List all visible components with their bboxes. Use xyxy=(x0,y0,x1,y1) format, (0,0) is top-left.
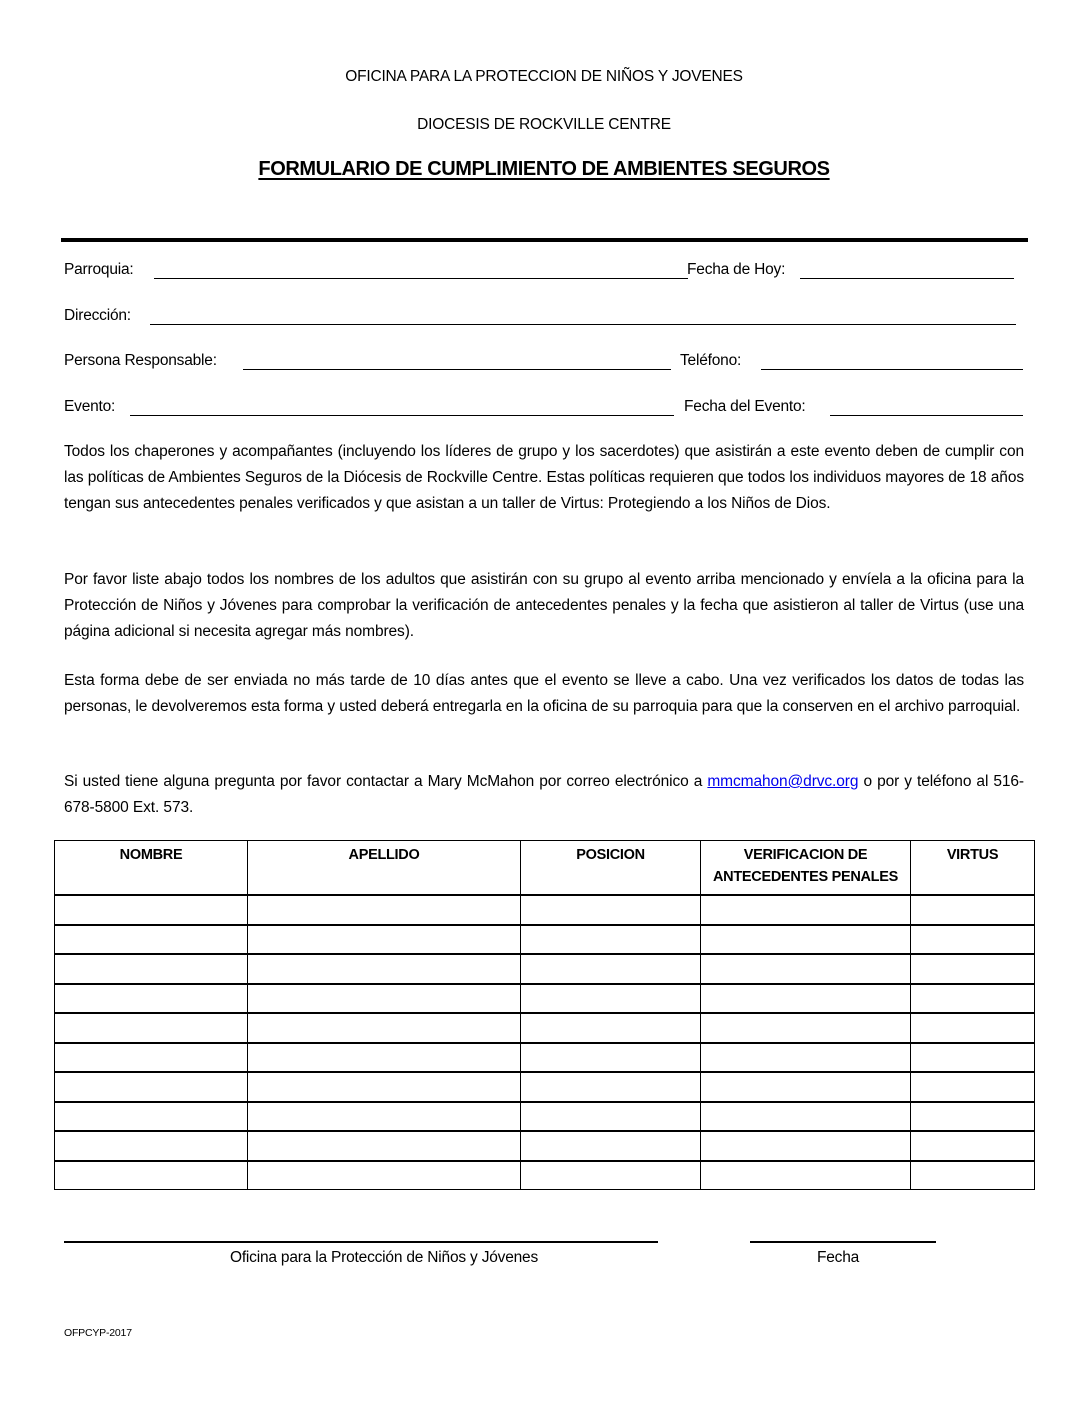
policy-paragraph: Todos los chaperones y acompañantes (incluyendo los líderes de grupo y los sacerdotes) que asistirán a este evento deben de cumplir con las políticas de Ambientes Seguros de la Diócesis de Rockville Centre. Estas políticas requieren que todos los individuos mayores de 18 años tengan sus antecedentes penales verificados y que asistan a un taller de Virtus: Protegiendo a los Niños de Dios. xyxy=(64,443,1024,512)
persona-responsable-field[interactable] xyxy=(243,369,671,370)
cell-verificacion[interactable] xyxy=(701,954,911,984)
cell-virtus[interactable] xyxy=(911,1072,1035,1102)
contact-text: Si usted tiene alguna pregunta por favor contactar a Mary McMahon por correo electrónico a xyxy=(64,773,708,790)
table-row xyxy=(55,1161,1035,1190)
cell-nombre[interactable] xyxy=(55,925,248,955)
cell-nombre[interactable] xyxy=(55,954,248,984)
fecha-hoy-label: Fecha de Hoy: xyxy=(687,261,786,278)
cell-apellido[interactable] xyxy=(248,1043,521,1073)
table-row xyxy=(55,1013,1035,1043)
cell-virtus[interactable] xyxy=(911,1013,1035,1043)
cell-virtus[interactable] xyxy=(911,984,1035,1014)
cell-nombre[interactable] xyxy=(55,1043,248,1073)
cell-verificacion[interactable] xyxy=(701,984,911,1014)
cell-posicion[interactable] xyxy=(521,954,701,984)
cell-apellido[interactable] xyxy=(248,925,521,955)
persona-responsable-label: Persona Responsable: xyxy=(64,352,217,369)
email-link[interactable]: mmcmahon@drvc.org xyxy=(707,773,859,790)
contact-paragraph xyxy=(64,769,1024,821)
cell-posicion[interactable] xyxy=(521,1072,701,1102)
cell-apellido[interactable] xyxy=(248,1161,521,1190)
cell-verificacion[interactable] xyxy=(701,1072,911,1102)
cell-verificacion[interactable] xyxy=(701,1161,911,1190)
cell-apellido[interactable] xyxy=(248,1102,521,1132)
cell-posicion[interactable] xyxy=(521,1013,701,1043)
cell-posicion[interactable] xyxy=(521,1131,701,1161)
column-header-posicion: POSICION xyxy=(521,841,701,896)
cell-apellido[interactable] xyxy=(248,1131,521,1161)
page-title xyxy=(0,158,1088,181)
cell-nombre[interactable] xyxy=(55,1072,248,1102)
cell-posicion[interactable] xyxy=(521,1102,701,1132)
cell-verificacion[interactable] xyxy=(701,1013,911,1043)
cell-posicion[interactable] xyxy=(521,984,701,1014)
cell-virtus[interactable] xyxy=(911,925,1035,955)
table-row xyxy=(55,1102,1035,1132)
cell-posicion[interactable] xyxy=(521,1161,701,1190)
cell-verificacion[interactable] xyxy=(701,1131,911,1161)
cell-verificacion[interactable] xyxy=(701,1043,911,1073)
telefono-field[interactable] xyxy=(761,369,1023,370)
cell-virtus[interactable] xyxy=(911,895,1035,925)
date-signature-label: Fecha xyxy=(816,1249,860,1266)
table-row xyxy=(55,895,1035,925)
table-row xyxy=(55,1072,1035,1102)
evento-label: Evento: xyxy=(64,398,116,415)
cell-nombre[interactable] xyxy=(55,1013,248,1043)
cell-virtus[interactable] xyxy=(911,954,1035,984)
form-code: OFPCYP-2017 xyxy=(64,1327,132,1339)
cell-virtus[interactable] xyxy=(911,1161,1035,1190)
column-header-apellido: APELLIDO xyxy=(248,841,521,896)
cell-apellido[interactable] xyxy=(248,1072,521,1102)
diocese-heading: DIOCESIS DE ROCKVILLE CENTRE xyxy=(417,116,671,133)
fecha-evento-field[interactable] xyxy=(830,415,1023,416)
cell-nombre[interactable] xyxy=(55,1131,248,1161)
attendees-table xyxy=(54,840,1035,1190)
office-signature-line[interactable] xyxy=(64,1241,658,1243)
cell-posicion[interactable] xyxy=(521,895,701,925)
column-header-verificacion: VERIFICACION DE ANTECEDENTES PENALES xyxy=(701,841,911,896)
column-header-nombre: NOMBRE xyxy=(55,841,248,896)
cell-apellido[interactable] xyxy=(248,895,521,925)
table-row xyxy=(55,954,1035,984)
office-heading: OFICINA PARA LA PROTECCION DE NIÑOS Y JOVENES xyxy=(345,68,743,85)
column-header-virtus: VIRTUS xyxy=(911,841,1035,896)
date-signature-line[interactable] xyxy=(750,1241,936,1243)
cell-verificacion[interactable] xyxy=(701,895,911,925)
table-row xyxy=(55,1043,1035,1073)
cell-posicion[interactable] xyxy=(521,1043,701,1073)
cell-virtus[interactable] xyxy=(911,1102,1035,1132)
cell-apellido[interactable] xyxy=(248,1013,521,1043)
form-title: FORMULARIO DE CUMPLIMIENTO DE AMBIENTES SEGUROS xyxy=(258,158,830,180)
cell-apellido[interactable] xyxy=(248,984,521,1014)
cell-virtus[interactable] xyxy=(911,1043,1035,1073)
cell-nombre[interactable] xyxy=(55,1161,248,1190)
cell-nombre[interactable] xyxy=(55,1102,248,1132)
evento-field[interactable] xyxy=(130,415,674,416)
parroquia-label: Parroquia: xyxy=(64,261,134,278)
parroquia-field[interactable] xyxy=(154,278,688,279)
cell-posicion[interactable] xyxy=(521,925,701,955)
table-row xyxy=(55,925,1035,955)
divider xyxy=(61,238,1028,242)
fecha-hoy-field[interactable] xyxy=(800,278,1014,279)
instructions-paragraph: Por favor liste abajo todos los nombres de los adultos que asistirán con su grupo al evento arriba mencionado y envíela a la oficina para la Protección de Niños y Jóvenes para comprobar la verificación de antecedentes penales y la fecha que asistieron al taller de Virtus (use una página adicional si necesita agregar más nombres). xyxy=(64,571,1024,640)
deadline-paragraph: Esta forma debe de ser enviada no más tarde de 10 días antes que el evento se lleve a cabo. Una vez verificados los datos de todas las personas, le devolveremos esta forma y usted deberá entregarla en la oficina de su parroquia para que la conserven en el archivo parroquial. xyxy=(64,672,1024,715)
table-header-row xyxy=(55,841,1035,896)
cell-verificacion[interactable] xyxy=(701,925,911,955)
cell-verificacion[interactable] xyxy=(701,1102,911,1132)
table-row xyxy=(55,1131,1035,1161)
table-row xyxy=(55,984,1035,1014)
direccion-field[interactable] xyxy=(150,324,1016,325)
cell-nombre[interactable] xyxy=(55,895,248,925)
cell-nombre[interactable] xyxy=(55,984,248,1014)
fecha-evento-label: Fecha del Evento: xyxy=(684,398,806,415)
contact-phone-text: o por y teléfono al 516-678-5800 Ext. 573. xyxy=(64,773,1024,816)
cell-apellido[interactable] xyxy=(248,954,521,984)
office-signature-label: Oficina para la Protección de Niños y Jóvenes xyxy=(229,1249,539,1266)
direccion-label: Dirección: xyxy=(64,307,131,324)
telefono-label: Teléfono: xyxy=(680,352,742,369)
cell-virtus[interactable] xyxy=(911,1131,1035,1161)
